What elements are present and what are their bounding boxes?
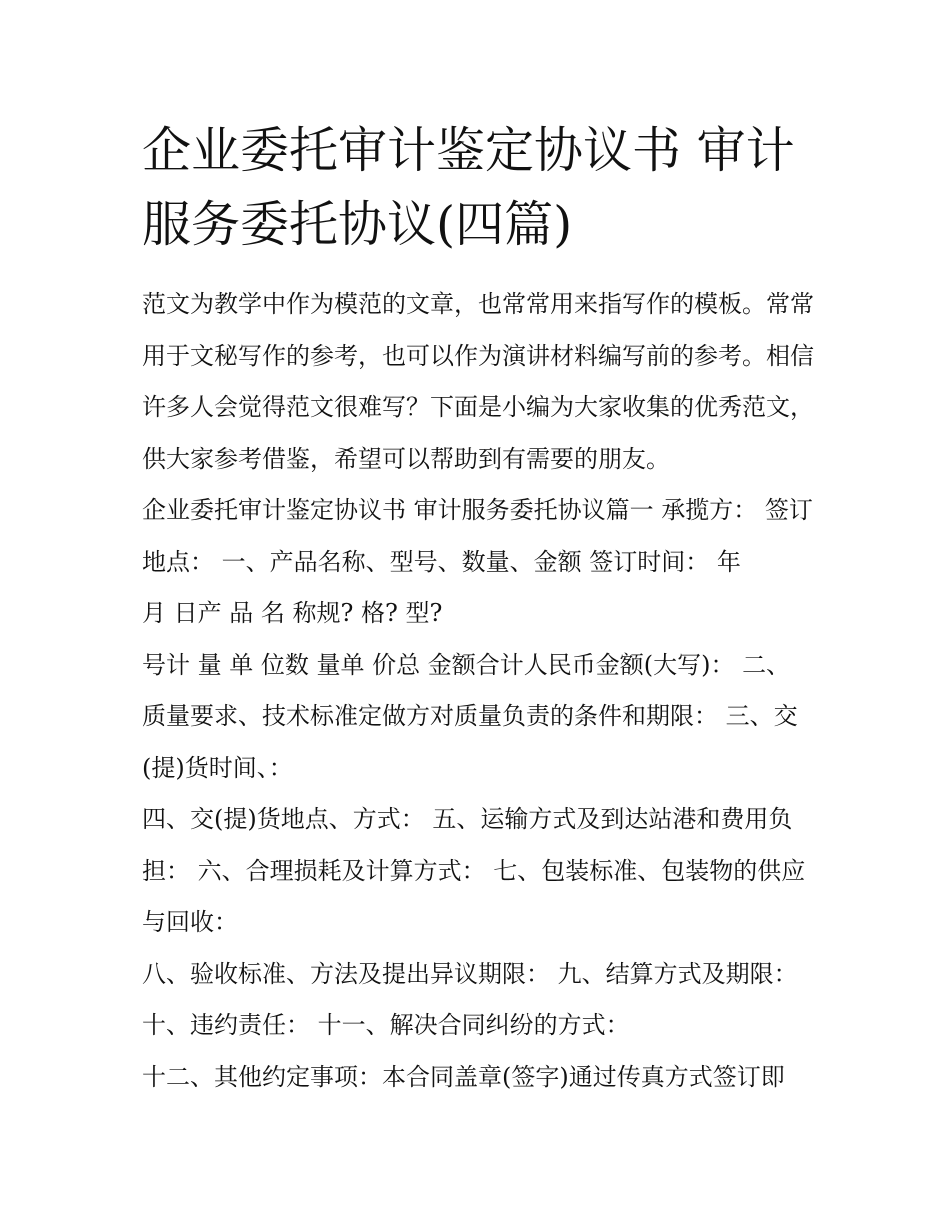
- acceptance-settlement-paragraph: 八、验收标准、方法及提出异议期限： 九、结算方式及期限： 十、违约责任： 十一、解决合同纠纷的方式：: [142, 959, 806, 1039]
- other-terms-paragraph: 十二、其他约定事项：本合同盖章(签字)通过传真方式签订即: [142, 1062, 785, 1091]
- contract-header-paragraph: 企业委托审计鉴定协议书 审计服务委托协议篇一 承揽方： 签订地点： 一、产品名称、型号、数量、金额 签订时间： 年 月 日产 品 名 称规? 格? 型?: [142, 496, 813, 627]
- quantity-quality-paragraph: 号计 量 单 位数 量单 价总 金额合计人民币金额(大写)： 二、质量要求、技术标准定做方对质量负责的条件和期限： 三、交(提)货时间、：: [142, 650, 798, 782]
- intro-paragraph: 范文为教学中作为模范的文章，也常常用来指写作的模板。常常用于文秘写作的参考，也可以作为演讲材料编写前的参考。相信许多人会觉得范文很难写？下面是小编为大家收集的优秀范文，供大家参考借鉴，希望可以帮助到有需要的朋友。: [142, 290, 814, 473]
- delivery-packaging-paragraph: 四、交(提)货地点、方式： 五、运输方式及到达站港和费用负担： 六、合理损耗及计算方式： 七、包装标准、包装物的供应与回收：: [142, 805, 806, 936]
- document-body: [142, 279, 814, 1103]
- document-title: 企业委托审计鉴定协议书 审计服务委托协议(四篇): [142, 122, 795, 253]
